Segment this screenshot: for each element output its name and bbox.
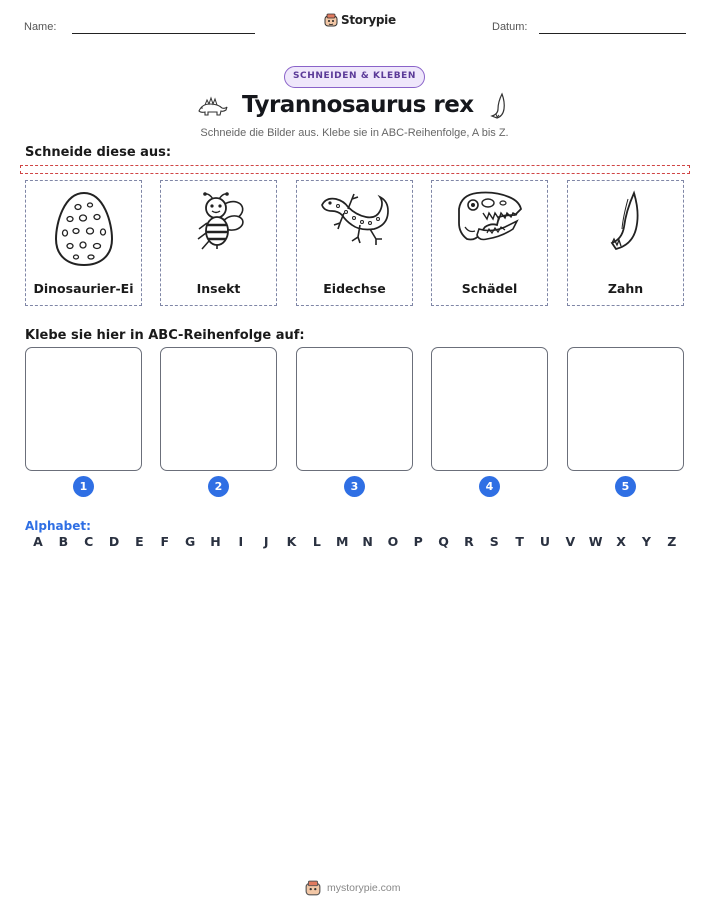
cut-card-insect[interactable] (160, 180, 277, 306)
cut-card-label: Zahn (607, 281, 644, 296)
position-number: 1 (73, 476, 94, 497)
paste-box-2[interactable] (160, 347, 277, 471)
storypie-mascot-icon (324, 13, 338, 27)
name-label: Name: (24, 21, 57, 33)
bee-icon (187, 191, 251, 257)
alphabet-letter: B (58, 534, 69, 549)
position-number: 2 (208, 476, 229, 497)
paste-box-4[interactable] (431, 347, 548, 471)
paste-box-5[interactable] (567, 347, 684, 471)
position-number: 5 (615, 476, 636, 497)
date-field[interactable] (539, 33, 686, 34)
alphabet-letter: O (387, 534, 399, 549)
alphabet-letter: U (539, 534, 551, 549)
alphabet-letter: Z (667, 534, 677, 549)
alphabet-letter: V (565, 534, 576, 549)
cut-line (20, 165, 690, 174)
dinosaur-skull-icon (455, 189, 525, 251)
paste-section-heading: Klebe sie hier in ABC-Reihenfolge auf: (25, 328, 305, 343)
alphabet-letter: J (263, 534, 269, 549)
activity-badge: SCHNEIDEN & KLEBEN (284, 66, 425, 88)
alphabet-letter: X (616, 534, 626, 549)
alphabet-letter: M (335, 534, 349, 549)
cut-card-label: Schädel (461, 281, 518, 296)
alphabet-letter: N (362, 534, 373, 549)
alphabet-letter: I (238, 534, 244, 549)
brand-name: Storypie (341, 13, 396, 27)
alphabet-letter: A (33, 534, 43, 549)
alphabet-letter: C (84, 534, 94, 549)
alphabet-letter: Q (438, 534, 449, 549)
alphabet-letter: E (135, 534, 144, 549)
alphabet-letter: R (464, 534, 474, 549)
date-label: Datum: (492, 21, 528, 33)
cut-card-skull[interactable] (431, 180, 548, 306)
cut-card-label: Insekt (196, 281, 241, 296)
cut-card-label: Dinosaurier-Ei (33, 281, 134, 296)
lizard-icon (318, 191, 392, 251)
cut-card-lizard[interactable] (296, 180, 413, 306)
paste-box-3[interactable] (296, 347, 413, 471)
alphabet-letter: L (312, 534, 321, 549)
tooth-icon (488, 92, 508, 120)
position-number: 3 (344, 476, 365, 497)
alphabet-heading: Alphabet: (25, 519, 91, 533)
cut-card-label: Eidechse (323, 281, 386, 296)
worksheet-header (0, 0, 709, 50)
alphabet-letter: Y (641, 534, 651, 549)
alphabet-letter: W (588, 534, 603, 549)
alphabet-letter: S (489, 534, 499, 549)
position-number: 4 (479, 476, 500, 497)
cut-card-dinosaur-egg[interactable] (25, 180, 142, 306)
alphabet-letter: K (286, 534, 297, 549)
title-row (0, 92, 709, 126)
alphabet-letter: P (413, 534, 423, 549)
footer (305, 880, 401, 896)
name-field[interactable] (72, 33, 255, 34)
dinosaur-egg-icon (52, 189, 116, 269)
alphabet-letter: D (108, 534, 120, 549)
stegosaurus-icon (196, 95, 228, 117)
alphabet-letter: F (160, 534, 170, 549)
cut-card-tooth[interactable] (567, 180, 684, 306)
brand-logo (324, 13, 396, 27)
footer-url: mystorypie.com (327, 882, 401, 894)
paste-box-1[interactable] (25, 347, 142, 471)
cut-section-heading: Schneide diese aus: (25, 145, 172, 160)
instructions: Schneide die Bilder aus. Klebe sie in ABC-Reihenfolge, A bis Z. (200, 127, 509, 139)
page-title: Tyrannosaurus rex (242, 92, 474, 118)
tooth-icon (604, 189, 648, 255)
alphabet-letter: H (210, 534, 221, 549)
alphabet-letter: G (184, 534, 196, 549)
storypie-mascot-icon (305, 880, 321, 896)
alphabet-letter: T (515, 534, 524, 549)
